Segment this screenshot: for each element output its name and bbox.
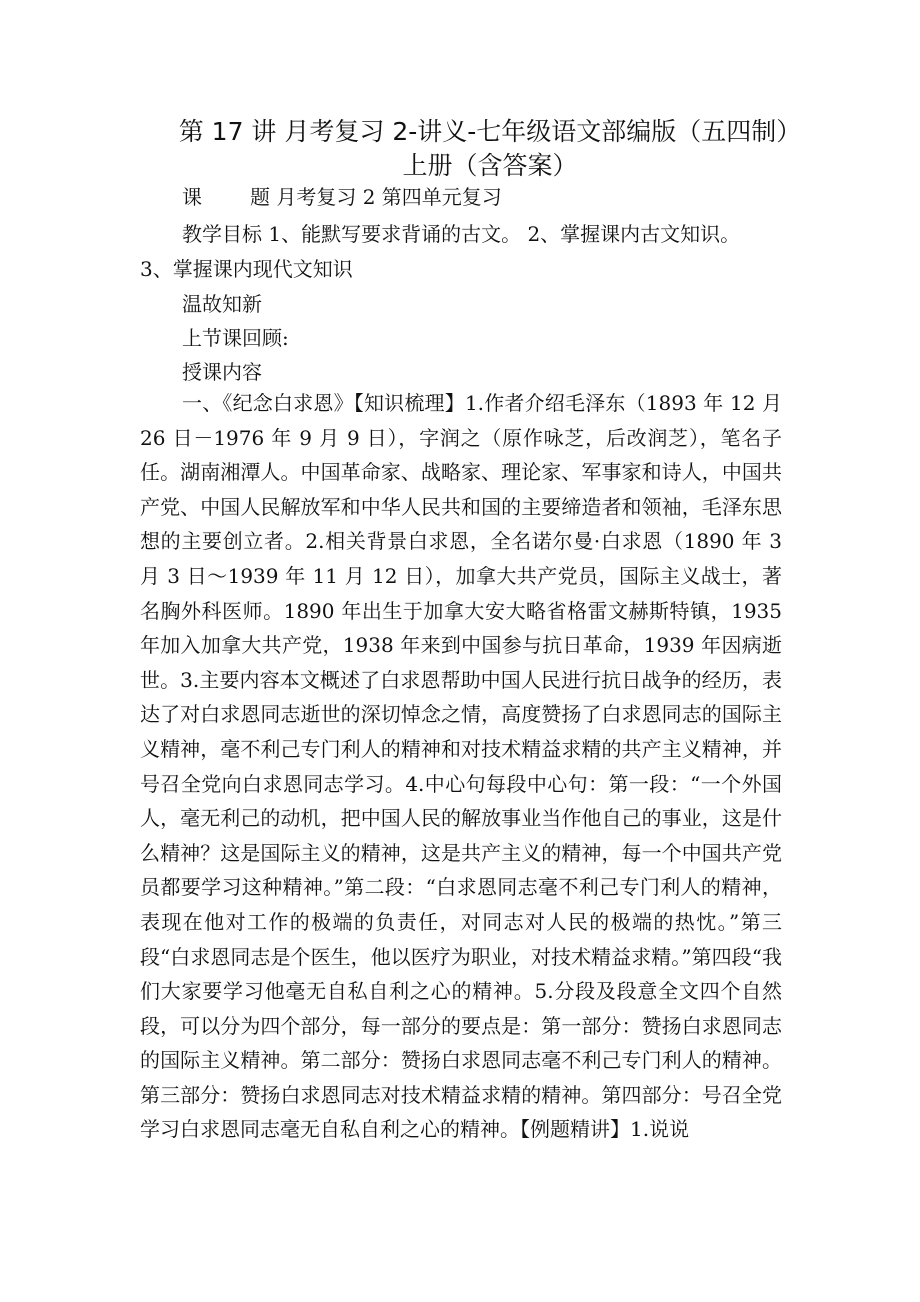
- teaching-goals-line-2: 3、掌握课内现代文知识: [140, 257, 353, 281]
- course-label: 课: [182, 185, 202, 209]
- title-line-2: 上册（含答案）: [402, 151, 578, 180]
- course-value: 月考复习 2 第四单元复习: [276, 185, 502, 209]
- title-line-1: 第 17 讲 月考复习 2-讲义-七年级语文部编版（五四制）: [178, 117, 802, 146]
- teaching-goals-line-1: 教学目标 1、能默写要求背诵的古文。 2、掌握课内古文知识。: [182, 222, 741, 246]
- document-title: [140, 115, 840, 183]
- section-last-lesson-heading: 上节课回顾:: [182, 326, 289, 350]
- course-label-2: 题: [250, 185, 270, 209]
- section-review-heading: 温故知新: [182, 292, 262, 316]
- lesson-body-paragraph: 一、《纪念白求恩》【知识梳理】1.作者介绍毛泽东（1893 年 12 月 26 日－1976 年 9 月 9 日），字润之（原作咏芝，后改润芝），笔名子任。湖南湘潭人。中国革命家、战略家、理论家、军事家和诗人，中国共产党、中国人民解放军和中华人民共和国的主要缔造者和领袖，毛泽东思想的主要创立者。2.相关背景白求恩，全名诺尔曼·白求恩（1890 年 3 月 3 日～1939 年 11 月 12 日），加拿大共产党员，国际主义战士，著名胸外科医师。1890 年出生于加拿大安大略省格雷文赫斯特镇，1935 年加入加拿大共产党，1938 年来到中国参与抗日革命，1939 年因病逝世。3.主要内容本文概述了白求恩帮助中国人民进行抗日战争的经历，表达了对白求恩同志逝世的深切悼念之情，高度赞扬了白求恩同志的国际主义精神，毫不利己专门利人的精神和对技术精益求精的共产主义精神，并号召全党向白求恩同志学习。4.中心句每段中心句：第一段：“一个外国人，毫无利己的动机，把中国人民的解放事业当作他自己的事业，这是什么精神？这是国际主义的精神，这是共产主义的精神，每一个中国共产党员都要学习这种精神。”第二段：“白求恩同志毫不利己专门利人的精神，表现在他对工作的极端的负责任，对同志对人民的极端的热忱。”第三段“白求恩同志是个医生，他以医疗为职业，对技术精益求精。”第四段“我们大家要学习他毫无自私自利之心的精神。5.分段及段意全文四个自然段，可以分为四个部分，每一部分的要点是：第一部分：赞扬白求恩同志的国际主义精神。第二部分：赞扬白求恩同志毫不利己专门利人的精神。第三部分：赞扬白求恩同志对技术精益求精的精神。第四部分：号召全党学习白求恩同志毫无自私自利之心的精神。【例题精讲】1.说说: [140, 391, 782, 1142]
- course-topic-line: [182, 182, 502, 212]
- section-content-heading: 授课内容: [182, 360, 262, 384]
